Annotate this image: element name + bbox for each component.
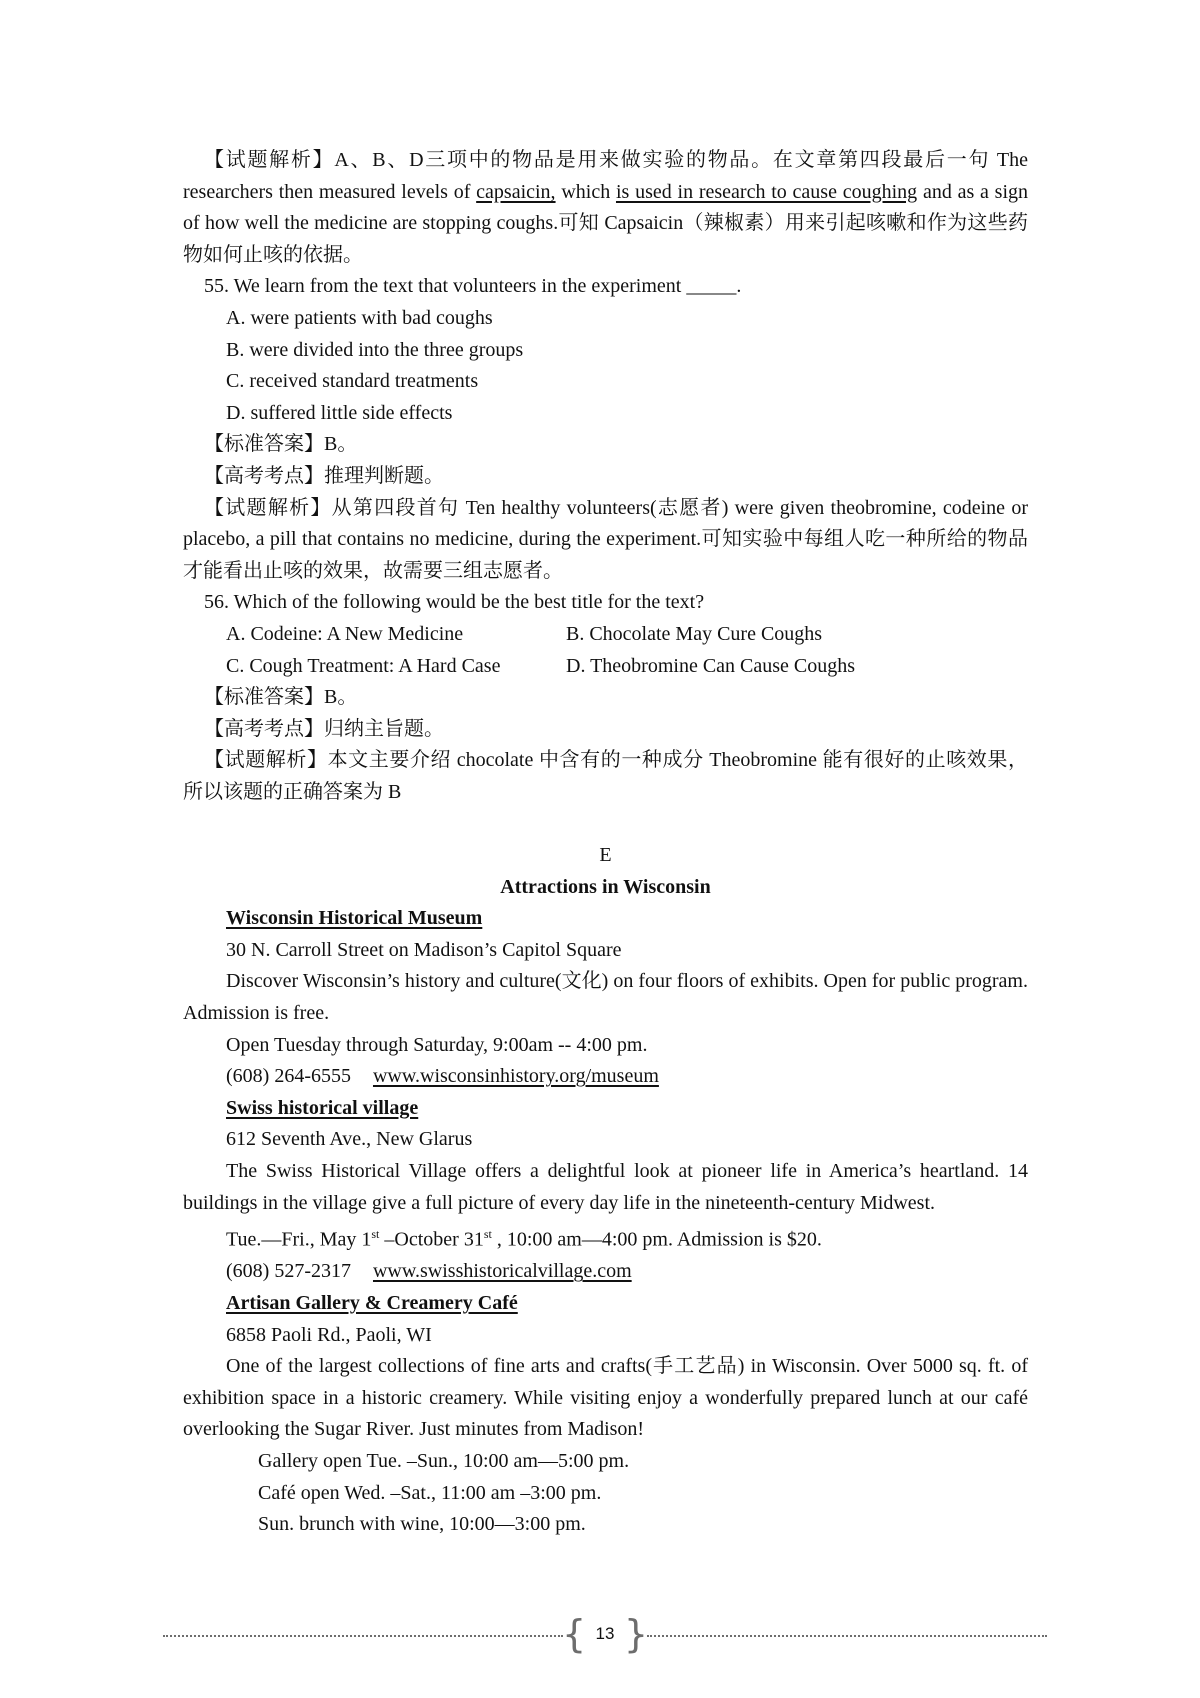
village-address: 612 Seventh Ave., New Glarus bbox=[226, 1128, 473, 1151]
q56-option-c: C. Cough Treatment: A Hard Case bbox=[226, 654, 501, 677]
right-brace-icon: } bbox=[623, 1612, 648, 1656]
q56-option-b: B. Chocolate May Cure Coughs bbox=[566, 622, 823, 645]
q56-stem: 56. Which of the following would be the best title for the text? bbox=[204, 591, 705, 614]
q55-analysis: 【试题解析】从第四段首句 Ten healthy volunteers(志愿者) were given theobromine, codeine or placebo, a pill that contains no medicine, during the experiment.可知实验中每组人吃一种所给的物品才能看出止咳的效果，故需要三组志愿者。 bbox=[183, 496, 1028, 582]
brunch-hours: Sun. brunch with wine, 10:00—3:00 pm. bbox=[258, 1513, 586, 1536]
q54-analysis bbox=[183, 145, 1028, 271]
section-title: Attractions in Wisconsin bbox=[500, 875, 711, 898]
village-contact bbox=[183, 1256, 1028, 1288]
museum-name: Wisconsin Historical Museum bbox=[226, 907, 483, 930]
gallery-address: 6858 Paoli Rd., Paoli, WI bbox=[226, 1323, 432, 1346]
q56-analysis: 【试题解析】本文主要介绍 chocolate 中含有的一种成分 Theobromine 能有很好的止咳效果，所以该题的正确答案为 B bbox=[183, 749, 1028, 803]
museum-address: 30 N. Carroll Street on Madison’s Capitol Square bbox=[226, 938, 622, 961]
q56-point: 【高考考点】归纳主旨题。 bbox=[204, 717, 444, 740]
page-footer bbox=[0, 1612, 1200, 1662]
left-brace-icon: { bbox=[562, 1612, 587, 1656]
ordinal-suffix: st bbox=[483, 1227, 492, 1242]
museum-url-link[interactable]: www.wisconsinhistory.org/museum bbox=[372, 1065, 659, 1088]
footer-rule-left bbox=[163, 1635, 563, 1637]
village-hours bbox=[183, 1219, 1028, 1256]
q56-answer: 【标准答案】B。 bbox=[204, 686, 358, 709]
village-description: The Swiss Historical Village offers a delightful look at pioneer life in America’s heartland. 14 buildings in the village give a full picture of every day life in the nineteenth-century Midwest. bbox=[183, 1160, 1028, 1214]
q55-option-b: B. were divided into the three groups bbox=[226, 338, 524, 361]
underlined-phrase: is used in research to cause coughing bbox=[615, 180, 918, 203]
page-number: 13 bbox=[595, 1624, 615, 1643]
village-phone: (608) 527-2317 bbox=[226, 1260, 351, 1283]
analysis-text: which bbox=[555, 180, 616, 203]
village-name: Swiss historical village bbox=[226, 1096, 419, 1119]
cafe-hours: Café open Wed. –Sat., 11:00 am –3:00 pm. bbox=[258, 1481, 602, 1504]
spacer bbox=[183, 808, 1028, 840]
page-content bbox=[183, 145, 1028, 1541]
analysis-text: and as a sign of how well the medicine are stopping coughs.可知 Capsaicin（辣椒素）用来引起咳嗽和作为这些药物如何止咳的依据。 bbox=[183, 180, 1028, 266]
gallery-hours: Gallery open Tue. –Sun., 10:00 am—5:00 pm. bbox=[258, 1450, 630, 1472]
village-hours-part: –October 31 bbox=[379, 1228, 484, 1251]
village-hours-part: Tue.—Fri., May 1 bbox=[226, 1228, 372, 1251]
q55-option-d: D. suffered little side effects bbox=[226, 401, 453, 424]
q56-option-d: D. Theobromine Can Cause Coughs bbox=[566, 654, 856, 677]
gallery-description: One of the largest collections of fine arts and crafts(手工艺品) in Wisconsin. Over 5000 sq. ft. of exhibition space in a historic creamery. While visiting enjoy a wonderfully prepared lunch at our café overlooking the Sugar River. Just minutes from Madison! bbox=[183, 1355, 1028, 1441]
q56-option-a: A. Codeine: A New Medicine bbox=[226, 622, 464, 645]
q56-options-row-1 bbox=[183, 619, 1028, 651]
page-number-box bbox=[562, 1612, 648, 1660]
q55-stem: 55. We learn from the text that volunteers in the experiment _____. bbox=[204, 275, 742, 298]
q55-point: 【高考考点】推理判断题。 bbox=[204, 464, 444, 487]
ordinal-suffix: st bbox=[371, 1227, 380, 1242]
section-letter: E bbox=[599, 844, 612, 867]
museum-description: Discover Wisconsin’s history and culture(文化) on four floors of exhibits. Open for public program. Admission is free. bbox=[183, 970, 1028, 1025]
underlined-phrase: capsaicin, bbox=[476, 180, 556, 203]
q55-option-a: A. were patients with bad coughs bbox=[226, 306, 493, 329]
footer-rule-right bbox=[647, 1635, 1047, 1637]
q55-answer: 【标准答案】B。 bbox=[204, 433, 358, 456]
museum-phone: (608) 264-6555 bbox=[226, 1065, 351, 1088]
q55-option-c: C. received standard treatments bbox=[226, 370, 479, 393]
village-url-link[interactable]: www.swisshistoricalvillage.com bbox=[372, 1260, 632, 1283]
museum-hours: Open Tuesday through Saturday, 9:00am -- 4:00 pm. bbox=[226, 1033, 648, 1056]
analysis-text: 【试题解析】A、B、D三项中的物品是用来做实验的物品。在文章第四段最后一句 The researchers then measured levels of bbox=[183, 149, 1028, 203]
q56-options-row-2 bbox=[183, 651, 1028, 683]
village-hours-part: , 10:00 am—4:00 pm. Admission is $20. bbox=[491, 1228, 822, 1251]
museum-contact bbox=[183, 1061, 1028, 1093]
gallery-name: Artisan Gallery & Creamery Café bbox=[226, 1292, 518, 1315]
